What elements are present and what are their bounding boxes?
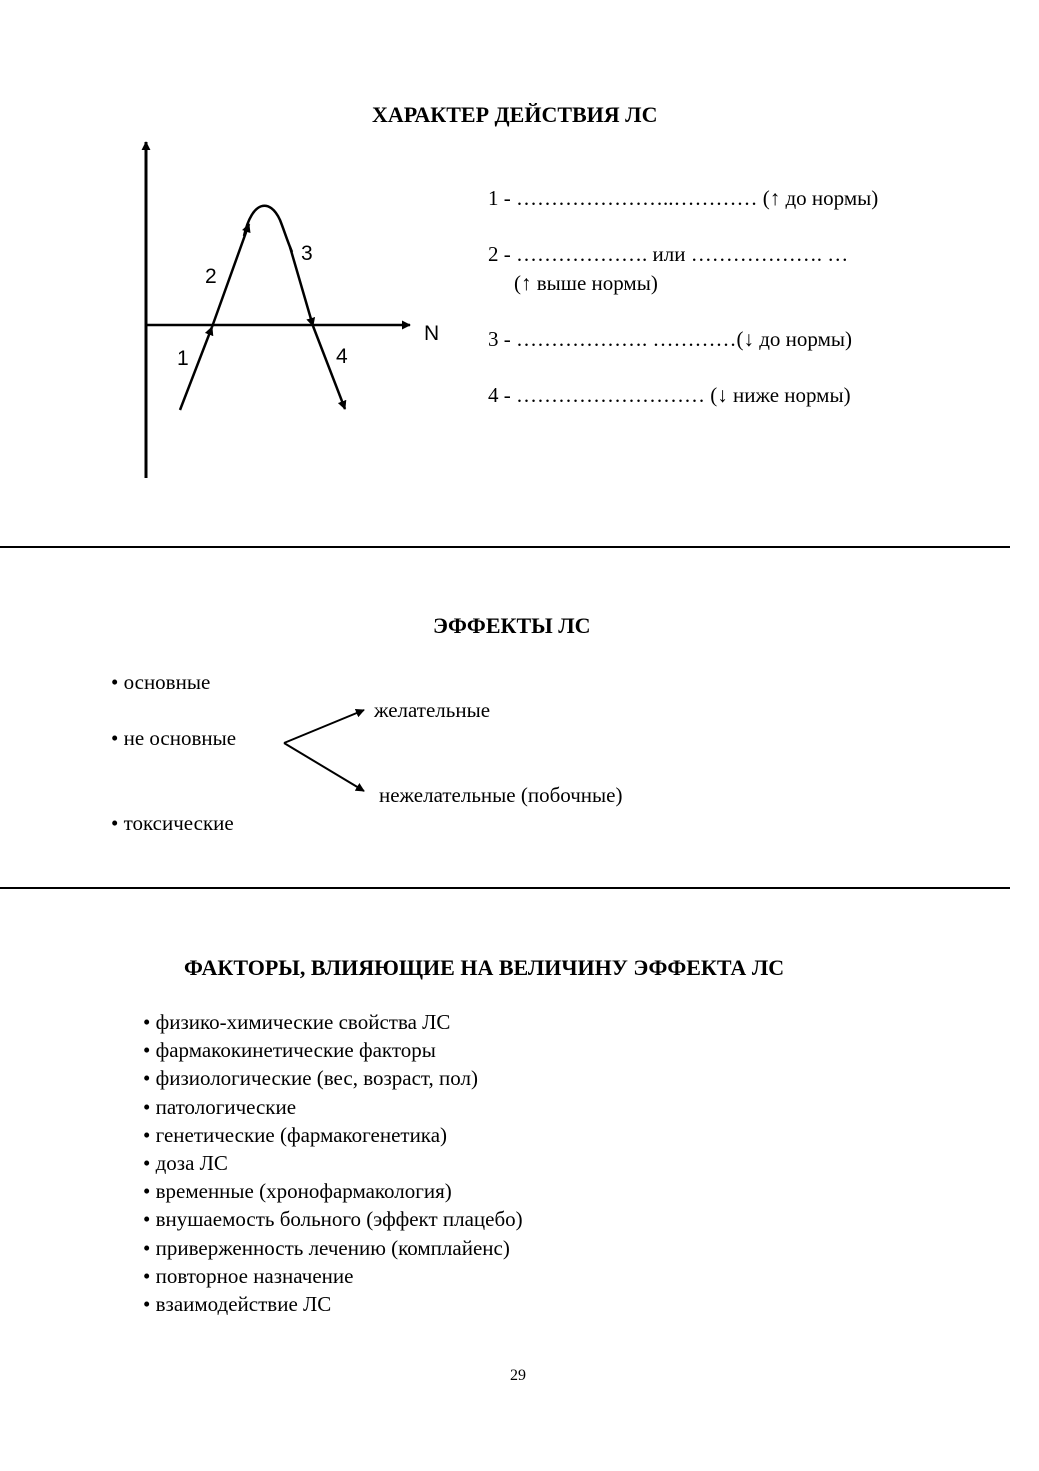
legend-item-3: 3 - ………………. …………(↓ до нормы) [488, 327, 852, 351]
factor-item: • повторное назначение [143, 1263, 354, 1288]
page-number: 29 [510, 1367, 526, 1384]
section1-title: ХАРАКТЕР ДЕЙСТВИЯ ЛС [372, 102, 658, 127]
graph-label-2: 2 [205, 265, 217, 288]
factor-item: • приверженность лечению (комплайенс) [143, 1235, 510, 1260]
effect-item-main: • основные [111, 670, 211, 694]
factor-item: • физиологические (вес, возраст, пол) [143, 1066, 478, 1091]
legend-item-2-note: (↑ выше нормы) [514, 271, 658, 295]
factor-item: • взаимодействие ЛС [143, 1292, 332, 1317]
factor-item: • физико-химические свойства ЛС [143, 1010, 451, 1034]
factor-item: • патологические [143, 1094, 297, 1119]
section2-title: ЭФФЕКТЫ ЛС [433, 613, 591, 638]
effect-item-toxic: • токсические [111, 811, 234, 835]
legend-item-4: 4 - ……………………… (↓ ниже нормы) [488, 383, 851, 407]
section3-title: ФАКТОРЫ, ВЛИЯЮЩИЕ НА ВЕЛИЧИНУ ЭФФЕКТА ЛС [184, 955, 785, 980]
factor-item: • генетические (фармакогенетика) [143, 1122, 448, 1147]
legend-item-1: 1 - …………………..………… (↑ до нормы) [488, 186, 879, 210]
legend-item-2: 2 - ………………. или ………………. … [488, 242, 849, 266]
factor-item: • фармакокинетические факторы [143, 1038, 436, 1063]
factor-item: • временные (хронофармакология) [143, 1179, 452, 1204]
factors-list [143, 1008, 523, 1318]
graph-label-4: 4 [336, 345, 348, 368]
effect-item-secondary: • не основные [111, 726, 237, 750]
factor-item: • внушаемость больного (эффект плацебо) [143, 1207, 523, 1232]
branch-undesirable: нежелательные (побочные) [379, 783, 623, 807]
arrow-desirable [284, 710, 364, 743]
axis-label-n: N [424, 322, 440, 345]
divider-2 [0, 887, 1010, 889]
factor-item: • доза ЛС [143, 1151, 228, 1176]
arrow-undesirable [284, 743, 364, 791]
graph-label-3: 3 [301, 242, 313, 265]
branch-desirable: желательные [374, 698, 491, 722]
graph-label-1: 1 [177, 347, 189, 370]
